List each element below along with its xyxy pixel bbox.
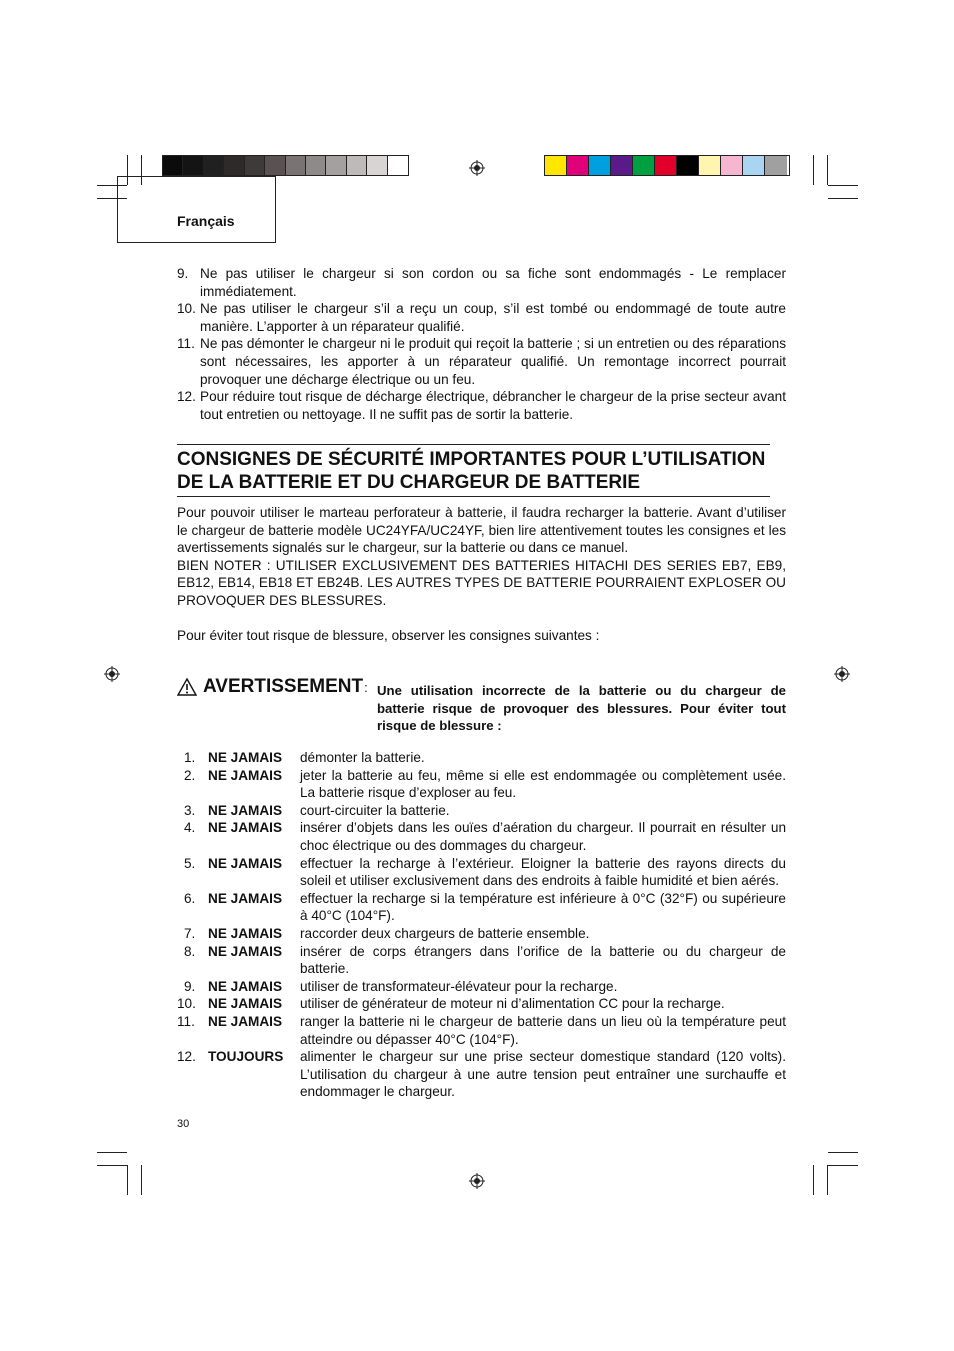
color-swatch [589,156,611,175]
instruction-paragraph: Pour éviter tout risque de blessure, observer les consignes suivantes : [177,628,600,644]
page-number: 30 [177,1118,190,1130]
rule-text: jeter la batterie au feu, même si elle est endommagée ou complètement usée. La batterie risque d’exploser au feu. [300,767,786,801]
rule-text: effectuer la recharge si la température est inférieure à 0°C (32°F) ou supérieure à 40°C (104°F). [300,890,786,924]
registration-mark-icon [469,160,485,176]
crop-mark [828,1152,858,1153]
crop-mark [813,1165,814,1195]
rule-text: utiliser de transformateur-élévateur pour la recharge. [300,978,618,994]
rule-text: démonter la batterie. [300,750,425,765]
crop-mark [97,1165,127,1166]
color-swatch [765,156,787,175]
rule-item [177,925,786,943]
crop-mark [813,155,814,185]
rule-item [177,978,786,996]
top-list [177,265,786,423]
crop-mark [141,1165,142,1195]
crop-mark [97,1152,127,1153]
rule-keyword: NE JAMAIS [208,890,283,906]
language-tab-box [117,176,276,243]
gray-swatch [306,156,326,175]
rule-text: insérer de corps étrangers dans l’orifice de la batterie ou du chargeur de batterie. [300,943,786,977]
rule-text: utiliser de générateur de moteur ni d’alimentation CC pour la recharge. [300,996,725,1012]
rule-keyword: NE JAMAIS [208,978,283,994]
rules-list [177,749,786,1101]
rule-number: 8. [184,943,196,959]
list-item-number: 12. [177,389,196,405]
registration-mark-icon [104,666,120,682]
list-item-text: Ne pas utiliser le chargeur si son cordon ou sa fiche sont endommagés - Le remplacer immédiatement. [200,266,786,299]
list-item [177,335,786,388]
warning-colon: : [364,679,368,695]
rule-number: 6. [184,890,196,906]
language-label: Français [177,213,235,229]
rule-number: 7. [184,925,196,941]
list-item [177,300,786,335]
color-swatch [699,156,721,175]
crop-mark [827,155,828,185]
rule-item [177,1013,786,1048]
rule-number: 12. [177,1049,196,1065]
crop-mark [827,1165,828,1195]
gray-swatch [286,156,306,175]
gray-swatch [388,156,408,175]
rule-keyword: NE JAMAIS [208,943,283,959]
intro-paragraph: Pour pouvoir utiliser le marteau perforateur à batterie, il faudra recharger la batterie. Avant d’utiliser le chargeur de batterie modèle UC24YFA/UC24YF, bien lire attentivement toutes les consignes et les avertissements signalés sur le chargeur, sur la batterie ou dans ce manuel. [177,505,786,556]
list-item-number: 10. [177,301,196,317]
color-swatch [545,156,567,175]
heading-top-rule [177,444,770,445]
rule-keyword: NE JAMAIS [208,855,283,871]
rule-keyword: NE JAMAIS [208,750,283,765]
rule-keyword: NE JAMAIS [208,1013,283,1029]
warning-triangle-icon [177,678,197,696]
rule-number: 11. [177,1013,195,1029]
list-item [177,388,786,423]
rule-text: raccorder deux chargeurs de batterie ensemble. [300,925,590,941]
gray-swatch [265,156,285,175]
rule-item [177,767,786,802]
gray-swatch [204,156,224,175]
registration-mark-icon [469,1173,485,1189]
rule-number: 1. [184,750,196,765]
color-swatch [743,156,765,175]
warning-title: AVERTISSEMENT [203,676,364,697]
rule-item [177,890,786,925]
rule-number: 4. [184,820,196,836]
rule-text: court-circuiter la batterie. [300,802,450,818]
color-swatch [655,156,677,175]
gray-swatch [367,156,387,175]
gray-swatch [183,156,203,175]
color-swatch [633,156,655,175]
list-item [177,265,786,300]
rule-text: alimenter le chargeur sur une prise secteur domestique standard (120 volts). L’utilisation du chargeur à une autre tension peut entraîner une surchauffe et endommager le chargeur. [300,1049,786,1100]
rule-item [177,749,786,767]
gray-swatch [347,156,367,175]
rule-keyword: NE JAMAIS [208,767,283,783]
color-swatch [567,156,589,175]
list-item-text: Pour réduire tout risque de décharge électrique, débrancher le chargeur de la prise secteur avant tout entretien ou nettoyage. Il ne suffit pas de sortir la batterie. [200,389,786,422]
color-swatch [611,156,633,175]
heading-bottom-rule [177,496,770,497]
rule-number: 2. [184,767,196,783]
color-swatch [721,156,743,175]
rule-number: 10. [177,996,196,1012]
rule-item [177,995,786,1013]
color-swatch [677,156,699,175]
rule-keyword: NE JAMAIS [208,996,283,1012]
list-item-number: 9. [177,266,189,281]
rule-text: insérer d’objets dans les ouïes d’aération du chargeur. Il pourrait en résulter un choc électrique ou des dommages du chargeur. [300,820,786,853]
rule-item [177,943,786,978]
rule-item [177,1048,786,1101]
rule-item [177,819,786,854]
crop-mark [127,1165,128,1195]
gray-swatch-bar [162,155,409,176]
rule-keyword: TOUJOURS [208,1049,284,1065]
rule-text: ranger la batterie ni le chargeur de batterie dans un lieu où la température peut atteindre ou dépasser 40°C (104°F). [300,1013,786,1047]
crop-mark [828,1165,858,1166]
note-paragraph: BIEN NOTER : UTILISER EXCLUSIVEMENT DES BATTERIES HITACHI DES SERIES EB7, EB9, EB12, EB14, EB18 ET EB24B. LES AUTRES TYPES DE BATTERIE POURRAIENT EXPLOSER OU PROVOQUER DES BLESSURES. [177,557,786,608]
intro-block [177,504,786,645]
gray-swatch [245,156,265,175]
section-title: CONSIGNES DE SÉCURITÉ IMPORTANTES POUR L’UTILISATION DE LA BATTERIE ET DU CHARGEUR DE BATTERIE [177,449,766,493]
warning-text: Une utilisation incorrecte de la batterie ou du chargeur de batterie risque de provoquer des blessures. Pour éviter tout risque de blessure : [377,683,786,734]
color-swatch-bar [544,155,790,176]
rule-number: 9. [184,978,196,994]
rule-keyword: NE JAMAIS [208,820,283,836]
rule-number: 3. [184,802,196,818]
rule-keyword: NE JAMAIS [208,802,283,818]
list-item-number: 11. [177,336,195,352]
crop-mark [828,185,858,186]
crop-mark [828,198,858,199]
gray-swatch [326,156,346,175]
list-item-text: Ne pas démonter le chargeur ni le produit qui reçoit la batterie ; si un entretien ou des réparations sont nécessaires, les apporter à un réparateur qualifié. Un remontage incorrect pourrait provoquer une décharge électrique ou un feu. [200,336,786,387]
gray-swatch [224,156,244,175]
gray-swatch [163,156,183,175]
rule-item [177,802,786,820]
rule-number: 5. [184,855,196,871]
rule-keyword: NE JAMAIS [208,925,283,941]
registration-mark-icon [834,666,850,682]
warning-heading [177,676,368,698]
rule-text: effectuer la recharge à l’extérieur. Eloigner la batterie des rayons directs du soleil et utiliser exclusivement dans des endroits à faible humidité et bien aérés. [300,855,786,889]
list-item-text: Ne pas utiliser le chargeur s’il a reçu un coup, s’il est tombé ou endommagé de toute autre manière. L’apporter à un réparateur qualifié. [200,301,786,334]
rule-item [177,855,786,890]
